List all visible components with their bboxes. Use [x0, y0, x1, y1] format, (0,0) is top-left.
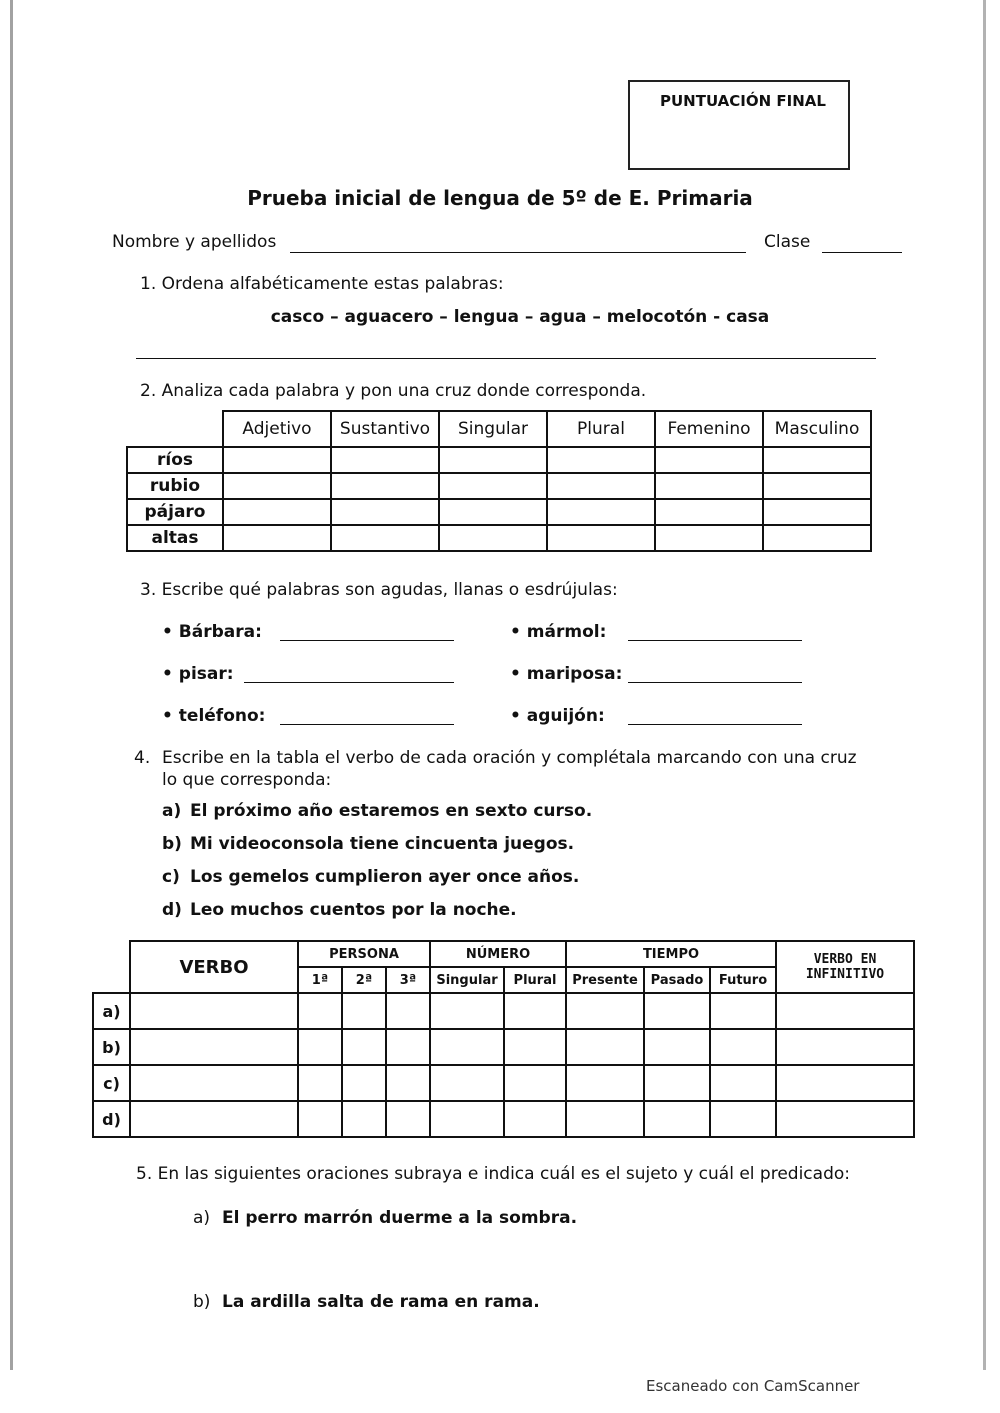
q4-cell[interactable]	[130, 1065, 298, 1101]
q4-prompt-line2: lo que corresponda:	[162, 770, 332, 790]
q4-cell[interactable]	[644, 993, 710, 1029]
q3-answer-line[interactable]	[280, 640, 454, 641]
q4-cell[interactable]	[644, 1029, 710, 1065]
q1-prompt: 1. Ordena alfabéticamente estas palabras:	[140, 274, 504, 294]
q4-cell[interactable]	[386, 1065, 430, 1101]
q4-corner	[93, 941, 130, 993]
q4-cell[interactable]	[298, 993, 342, 1029]
q5-a-letter: a)	[193, 1208, 211, 1228]
q5-prompt: 5. En las siguientes oraciones subraya e indica cuál es el sujeto y cuál el predicado:	[136, 1164, 850, 1184]
q2-cell[interactable]	[655, 447, 763, 473]
q2-table	[126, 410, 872, 552]
q4-verbo-header: VERBO	[130, 941, 298, 993]
q4-numero-col: Plural	[504, 967, 566, 993]
q4-cell[interactable]	[130, 1029, 298, 1065]
q3-item-label: • mariposa:	[510, 664, 623, 684]
q4-cell[interactable]	[776, 1029, 914, 1065]
q4-cell[interactable]	[644, 1065, 710, 1101]
q2-cell[interactable]	[547, 447, 655, 473]
q4-row-label: a)	[93, 993, 130, 1029]
q4-persona-col: 1ª	[298, 967, 342, 993]
q4-cell[interactable]	[710, 993, 776, 1029]
q3-item-label: • teléfono:	[162, 706, 266, 726]
q2-header: Sustantivo	[331, 411, 439, 447]
q2-cell[interactable]	[763, 525, 871, 551]
q4-tiempo-col: Pasado	[644, 967, 710, 993]
q4-sentence: El próximo año estaremos en sexto curso.	[190, 801, 593, 821]
q4-sentence: Leo muchos cuentos por la noche.	[190, 900, 517, 920]
q4-cell[interactable]	[342, 1029, 386, 1065]
q3-answer-line[interactable]	[628, 682, 802, 683]
q4-cell[interactable]	[298, 1101, 342, 1137]
q2-cell[interactable]	[763, 499, 871, 525]
q2-row-label: rubio	[127, 473, 223, 499]
scanner-watermark: Escaneado con CamScanner	[646, 1377, 860, 1395]
q4-infinitivo-line1: VERBO EN	[813, 952, 877, 967]
q2-header: Singular	[439, 411, 547, 447]
q2-cell[interactable]	[439, 447, 547, 473]
q4-infinitivo-line2: INFINITIVO	[805, 967, 885, 982]
q2-row-label: ríos	[127, 447, 223, 473]
q4-sentence: Mi videoconsola tiene cincuenta juegos.	[190, 834, 575, 854]
q4-infinitivo-header	[776, 941, 914, 993]
final-score-label: PUNTUACIÓN FINAL	[660, 92, 826, 110]
q4-tiempo-col: Futuro	[710, 967, 776, 993]
q2-row-label: altas	[127, 525, 223, 551]
q4-cell[interactable]	[342, 1101, 386, 1137]
q4-cell[interactable]	[776, 993, 914, 1029]
q4-cell[interactable]	[776, 1101, 914, 1137]
q4-cell[interactable]	[566, 1065, 644, 1101]
page-title: Prueba inicial de lengua de 5º de E. Primaria	[247, 186, 753, 210]
q2-cell[interactable]	[655, 499, 763, 525]
q4-persona-header: PERSONA	[298, 941, 430, 967]
q4-cell[interactable]	[566, 1029, 644, 1065]
q4-cell[interactable]	[430, 1029, 504, 1065]
q4-cell[interactable]	[504, 1065, 566, 1101]
q3-answer-line[interactable]	[244, 682, 454, 683]
q4-cell[interactable]	[430, 1101, 504, 1137]
q1-words: casco – aguacero – lengua – agua – melocotón - casa	[270, 307, 770, 327]
q3-prompt: 3. Escribe qué palabras son agudas, llanas o esdrújulas:	[140, 580, 618, 600]
q4-table	[92, 940, 915, 1138]
q4-prompt-line1: Escribe en la tabla el verbo de cada oración y complétala marcando con una cruz	[162, 748, 857, 768]
q4-cell[interactable]	[710, 1029, 776, 1065]
q2-cell[interactable]	[223, 525, 331, 551]
q4-sentence-letter: c)	[162, 867, 180, 887]
q4-sentence-letter: a)	[162, 801, 182, 821]
q2-corner	[127, 411, 223, 447]
q2-cell[interactable]	[223, 473, 331, 499]
q3-answer-line[interactable]	[280, 724, 454, 725]
q4-cell[interactable]	[130, 993, 298, 1029]
name-label: Nombre y apellidos	[112, 232, 277, 252]
q4-sentence-letter: b)	[162, 834, 182, 854]
q2-cell[interactable]	[439, 499, 547, 525]
q5-b-letter: b)	[193, 1292, 211, 1312]
q2-cell[interactable]	[547, 499, 655, 525]
q4-cell[interactable]	[130, 1101, 298, 1137]
final-score-box	[628, 80, 850, 170]
q4-cell[interactable]	[386, 1029, 430, 1065]
q4-cell[interactable]	[566, 1101, 644, 1137]
q4-persona-col: 3ª	[386, 967, 430, 993]
q4-cell[interactable]	[298, 1029, 342, 1065]
q2-cell[interactable]	[223, 447, 331, 473]
q2-cell[interactable]	[763, 473, 871, 499]
q4-cell[interactable]	[710, 1065, 776, 1101]
q4-number: 4.	[134, 748, 151, 768]
q2-row-label: pájaro	[127, 499, 223, 525]
q3-item-label: • aguijón:	[510, 706, 605, 726]
q3-item-label: • Bárbara:	[162, 622, 262, 642]
q5-a-sentence: El perro marrón duerme a la sombra.	[222, 1208, 578, 1228]
class-field-line[interactable]	[822, 252, 902, 253]
q3-item-label: • pisar:	[162, 664, 234, 684]
q4-cell[interactable]	[342, 993, 386, 1029]
q4-row-label: d)	[93, 1101, 130, 1137]
q4-tiempo-header: TIEMPO	[566, 941, 776, 967]
q4-cell[interactable]	[504, 993, 566, 1029]
q3-item-label: • mármol:	[510, 622, 607, 642]
q4-cell[interactable]	[504, 1101, 566, 1137]
q2-cell[interactable]	[331, 473, 439, 499]
q3-answer-line[interactable]	[628, 640, 802, 641]
q2-cell[interactable]	[331, 447, 439, 473]
q2-cell[interactable]	[439, 473, 547, 499]
q2-header: Masculino	[763, 411, 871, 447]
q4-cell[interactable]	[504, 1029, 566, 1065]
q4-cell[interactable]	[298, 1065, 342, 1101]
q2-cell[interactable]	[655, 473, 763, 499]
q4-cell[interactable]	[386, 993, 430, 1029]
q4-numero-col: Singular	[430, 967, 504, 993]
q4-row-label: b)	[93, 1029, 130, 1065]
q4-cell[interactable]	[566, 993, 644, 1029]
q4-cell[interactable]	[644, 1101, 710, 1137]
q2-cell[interactable]	[331, 525, 439, 551]
class-label: Clase	[764, 232, 811, 252]
q2-cell[interactable]	[331, 499, 439, 525]
q2-header: Femenino	[655, 411, 763, 447]
q2-cell[interactable]	[655, 525, 763, 551]
q4-sentence-letter: d)	[162, 900, 182, 920]
q4-sentence: Los gemelos cumplieron ayer once años.	[190, 867, 580, 887]
q2-header: Plural	[547, 411, 655, 447]
q4-tiempo-col: Presente	[566, 967, 644, 993]
q2-cell[interactable]	[547, 473, 655, 499]
q1-answer-line[interactable]	[136, 358, 876, 359]
q4-cell[interactable]	[710, 1101, 776, 1137]
q4-cell[interactable]	[430, 993, 504, 1029]
name-field-line[interactable]	[290, 252, 746, 253]
q4-cell[interactable]	[430, 1065, 504, 1101]
q4-cell[interactable]	[342, 1065, 386, 1101]
q4-persona-col: 2ª	[342, 967, 386, 993]
q2-prompt: 2. Analiza cada palabra y pon una cruz donde corresponda.	[140, 381, 647, 401]
q4-cell[interactable]	[386, 1101, 430, 1137]
q2-cell[interactable]	[439, 525, 547, 551]
q2-cell[interactable]	[547, 525, 655, 551]
q2-cell[interactable]	[763, 447, 871, 473]
q4-cell[interactable]	[776, 1065, 914, 1101]
q3-answer-line[interactable]	[628, 724, 802, 725]
q2-cell[interactable]	[223, 499, 331, 525]
q4-row-label: c)	[93, 1065, 130, 1101]
q2-header: Adjetivo	[223, 411, 331, 447]
q5-b-sentence: La ardilla salta de rama en rama.	[222, 1292, 540, 1312]
q4-numero-header: NÚMERO	[430, 941, 566, 967]
